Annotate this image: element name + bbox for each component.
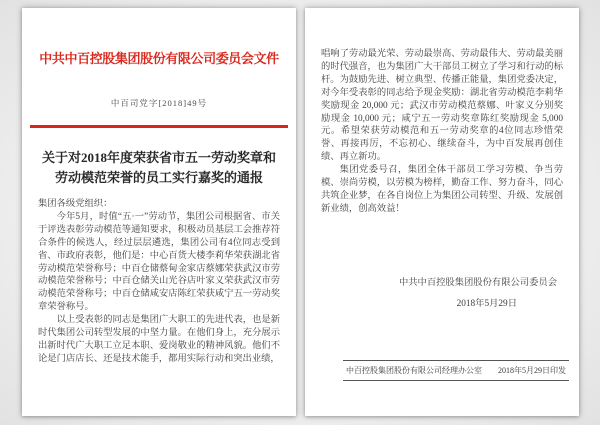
print-date: 2018年5月29日印发 bbox=[498, 366, 566, 375]
document-page-2 bbox=[305, 8, 579, 416]
paragraph: 集团党委号召，集团全体干部员工学习劳模、争当劳模、崇尚劳模，以劳模为榜样，勤奋工作、努力奋斗，同心共筑企业梦，在各自岗位上为集团公司转型、升级、发展创新业绩，创高效益！ bbox=[321, 165, 563, 214]
document-title-line-2: 劳动模范荣誉的员工实行嘉奖的通报 bbox=[54, 170, 263, 185]
paragraph-continuation: 唱响了劳动最光荣、劳动最崇高、劳动最伟大、劳动最美丽的时代强音，也为集团广大干部员工树立了学习和行动的标杆。为鼓励先进、树立典型、传播正能量，集团党委决定，对今年受表彰的同志给予现金奖励：湖北省劳动模范李莉华奖励现金 20,000 元；武汉市劳动模范蔡娜、叶家义分别奖励现金 10,000 元；咸宁五一劳动奖章陈红奖励现金 5,000 元。希望荣获劳动模范和五一劳动奖章的4位同志珍惜荣誉、再接再厉，不忘初心、继续奋斗，为中百发展再创佳绩、再立新功。 bbox=[321, 49, 563, 163]
document-title-line-1: 关于对2018年度荣获省市五一劳动奖章和 bbox=[41, 150, 276, 165]
page-2-body bbox=[305, 48, 579, 216]
document-page-1 bbox=[22, 8, 296, 416]
colophon-footer bbox=[343, 360, 569, 381]
document-reference-number: 中百司党字[2018]49号 bbox=[110, 98, 208, 108]
page-1-body bbox=[22, 198, 296, 366]
red-divider-rule bbox=[30, 125, 288, 128]
salutation-line: 集团各级党组织： bbox=[38, 199, 113, 209]
signature-organization: 中共中百控股集团股份有限公司委员会 bbox=[398, 277, 557, 288]
signature-block bbox=[305, 274, 579, 309]
paragraph: 以上受表彰的同志是集团广大职工的先进代表，也是新时代集团公司转型发展的中坚力量。在他们身上，充分展示出新时代广大职工立足本职、爱岗敬业的精神风貌。他们不论是门店店长、还是技术能手，都用实际行动和突出业绩， bbox=[38, 315, 280, 364]
signature-date: 2018年5月29日 bbox=[456, 298, 517, 309]
issuing-office: 中百控股集团股份有限公司经理办公室 bbox=[346, 366, 482, 375]
red-letterhead-title: 中共中百控股集团股份有限公司委员会文件 bbox=[39, 51, 279, 66]
paragraph: 今年5月，时值“五·一”劳动节，集团公司根据省、市关于评选表彰劳动模范等通知要求，积极动员基层工会推荐符合条件的候选人，经过层层遴选，集团公司有4位同志受到省、市政府表彰，他们是：中心百货大楼李莉华荣获湖北省劳动模范荣誉称号；中百仓储蔡甸金家店蔡娜荣获武汉市劳动模范荣誉称号；中百仓储关山光谷店叶家义荣获武汉市劳动模范荣誉称号；中百仓储咸安店陈红荣获咸宁五一劳动奖章荣誉称号。 bbox=[38, 211, 280, 313]
document-title bbox=[36, 148, 282, 188]
